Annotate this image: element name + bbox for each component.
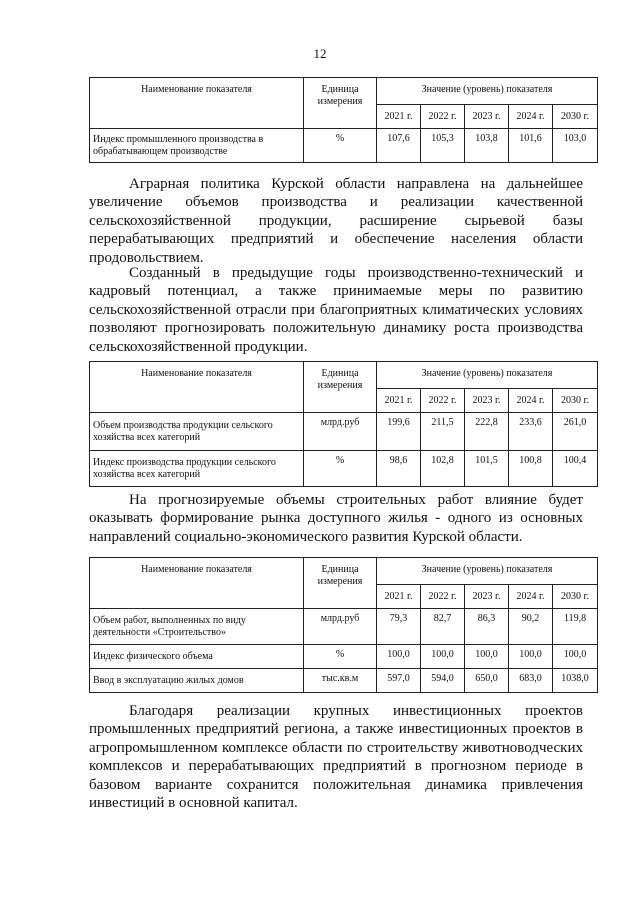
table-row (90, 669, 598, 693)
header-year: 2023 г. (465, 585, 509, 609)
indicator-value: 79,3 (377, 609, 421, 645)
indicator-name: Индекс промышленного производства в обрабатывающем производстве (90, 129, 304, 163)
indicator-unit: тыс.кв.м (304, 669, 377, 693)
indicator-value: 103,8 (465, 129, 509, 163)
indicator-value: 233,6 (509, 413, 553, 451)
indicator-table-industry (89, 77, 598, 163)
table-row (90, 413, 598, 451)
header-value: Значение (уровень) показателя (377, 78, 598, 105)
indicator-unit: млрд.руб (304, 413, 377, 451)
header-year: 2030 г. (553, 389, 598, 413)
indicator-value: 82,7 (421, 609, 465, 645)
header-year: 2023 г. (465, 105, 509, 129)
indicator-value: 102,8 (421, 451, 465, 487)
table-row (90, 129, 598, 163)
paragraph-investment (89, 702, 583, 812)
header-year: 2030 г. (553, 105, 598, 129)
header-indicator-name: Наименование показателя (90, 362, 304, 413)
indicator-value: 100,0 (421, 645, 465, 669)
header-indicator-name: Наименование показателя (90, 558, 304, 609)
header-value: Значение (уровень) показателя (377, 558, 598, 585)
indicator-value: 650,0 (465, 669, 509, 693)
header-year: 2024 г. (509, 105, 553, 129)
table-row (90, 609, 598, 645)
indicator-value: 107,6 (377, 129, 421, 163)
header-year: 2021 г. (377, 585, 421, 609)
indicator-value: 211,5 (421, 413, 465, 451)
header-unit: Единица измерения (304, 558, 377, 609)
paragraph-text: Аграрная политика Курской области направлена на дальнейшее увеличение объемов производства и реализации качественной сельскохозяйственной продукции, расширение сырьевой базы перерабатывающих предприятий и обеспечение населения области продовольствием. (89, 176, 583, 266)
header-value: Значение (уровень) показателя (377, 362, 598, 389)
indicator-value: 261,0 (553, 413, 598, 451)
header-year: 2024 г. (509, 389, 553, 413)
indicator-value: 105,3 (421, 129, 465, 163)
indicator-value: 594,0 (421, 669, 465, 693)
indicator-name: Индекс физического объема (90, 645, 304, 669)
paragraph-text: Созданный в предыдущие годы производственно-технический и кадровый потенциал, а также принимаемые меры по развитию сельскохозяйственной отрасли при благоприятных климатических условиях позволяют прогнозировать положительную динамику роста производства сельскохозяйственной продукции. (89, 265, 583, 355)
header-year: 2022 г. (421, 389, 465, 413)
indicator-unit: млрд.руб (304, 609, 377, 645)
indicator-value: 90,2 (509, 609, 553, 645)
indicator-name: Объем производства продукции сельского хозяйства всех категорий (90, 413, 304, 451)
indicator-value: 222,8 (465, 413, 509, 451)
indicator-value: 597,0 (377, 669, 421, 693)
header-year: 2023 г. (465, 389, 509, 413)
indicator-value: 86,3 (465, 609, 509, 645)
indicator-value: 100,0 (465, 645, 509, 669)
indicator-value: 119,8 (553, 609, 598, 645)
indicator-value: 100,4 (553, 451, 598, 487)
header-year: 2022 г. (421, 105, 465, 129)
indicator-value: 683,0 (509, 669, 553, 693)
table-row (90, 645, 598, 669)
indicator-name: Объем работ, выполненных по виду деятельности «Строительство» (90, 609, 304, 645)
indicator-value: 101,6 (509, 129, 553, 163)
paragraph-text: Благодаря реализации крупных инвестиционных проектов промышленных предприятий региона, а также инвестиционных проектов в агропромышленном комплексе области по строительству животноводческих комплексов и перерабатывающих предприятий в прогнозном периоде в базовом варианте сохранится положительная динамика привлечения инвестиций в основной капитал. (89, 703, 583, 812)
header-indicator-name: Наименование показателя (90, 78, 304, 129)
indicator-value: 98,6 (377, 451, 421, 487)
indicator-value: 103,0 (553, 129, 598, 163)
header-year: 2022 г. (421, 585, 465, 609)
indicator-value: 100,0 (509, 645, 553, 669)
paragraph-agrarian-policy (89, 175, 583, 267)
indicator-value: 100,0 (377, 645, 421, 669)
indicator-name: Индекс производства продукции сельского хозяйства всех категорий (90, 451, 304, 487)
indicator-table-agriculture (89, 361, 598, 487)
page-number: 12 (313, 46, 327, 61)
header-unit: Единица измерения (304, 362, 377, 413)
indicator-value: 199,6 (377, 413, 421, 451)
indicator-unit: % (304, 645, 377, 669)
indicator-unit: % (304, 451, 377, 487)
indicator-name: Ввод в эксплуатацию жилых домов (90, 669, 304, 693)
indicator-table-construction (89, 557, 598, 693)
indicator-value: 101,5 (465, 451, 509, 487)
indicator-value: 1038,0 (553, 669, 598, 693)
header-year: 2030 г. (553, 585, 598, 609)
indicator-value: 100,0 (553, 645, 598, 669)
header-year: 2024 г. (509, 585, 553, 609)
header-unit: Единица измерения (304, 78, 377, 129)
header-year: 2021 г. (377, 105, 421, 129)
table-row (90, 451, 598, 487)
paragraph-text: На прогнозируемые объемы строительных работ влияние будет оказывать формирование рынка доступного жилья - одного из основных направлений социально-экономического развития Курской области. (89, 492, 583, 545)
paragraph-potential (89, 264, 583, 356)
indicator-value: 100,8 (509, 451, 553, 487)
paragraph-construction (89, 491, 583, 546)
indicator-unit: % (304, 129, 377, 163)
header-year: 2021 г. (377, 389, 421, 413)
